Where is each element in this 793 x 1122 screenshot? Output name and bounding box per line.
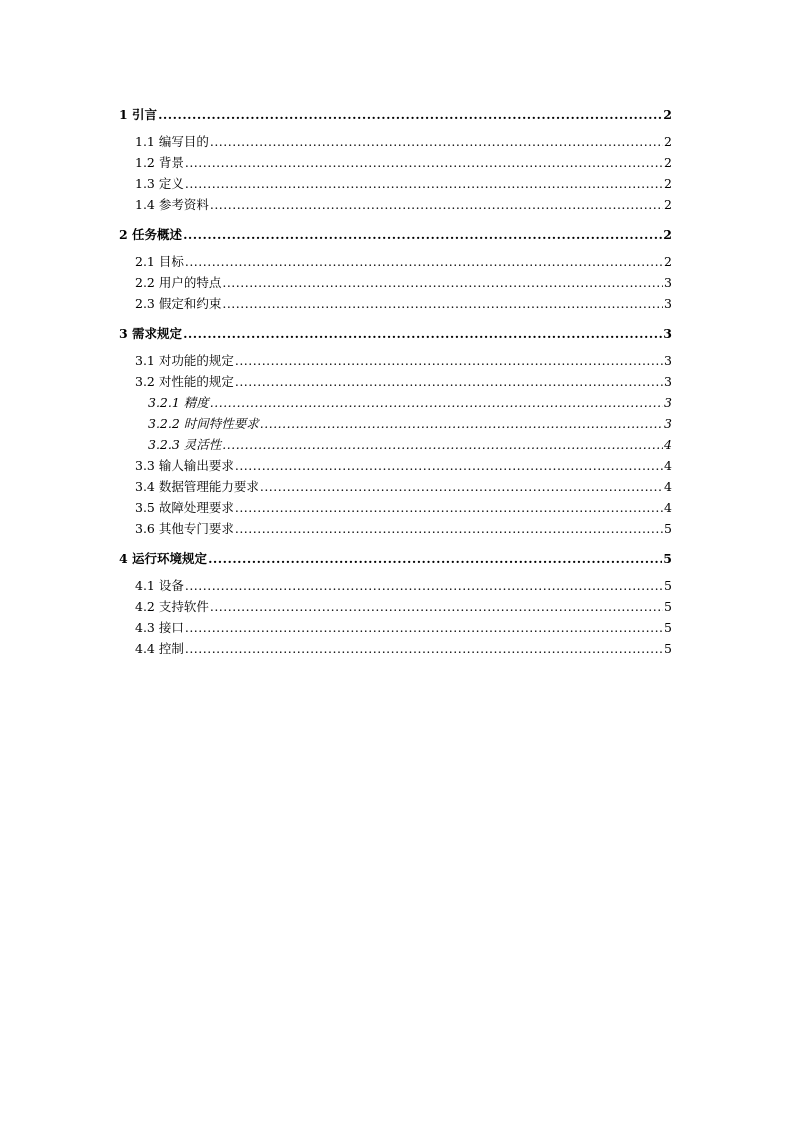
dot-leader (185, 253, 663, 271)
dot-leader (185, 175, 663, 193)
toc-entry-title: 3 需求规定 (119, 326, 183, 341)
dot-leader (210, 598, 663, 616)
toc-entry-title: 3.2 对性能的规定 (135, 374, 234, 389)
dot-leader (210, 196, 663, 214)
dot-leader (185, 640, 663, 658)
toc-page-number: 2 (664, 197, 672, 212)
dot-leader (222, 274, 663, 292)
dot-leader (210, 133, 663, 151)
dot-leader (235, 520, 663, 538)
toc-entry-title: 4.1 设备 (135, 578, 184, 593)
dot-leader (235, 457, 663, 475)
dot-leader (222, 295, 663, 313)
dot-leader (210, 394, 663, 412)
toc-page-number: 5 (664, 578, 672, 593)
toc-entry[interactable] (135, 499, 672, 517)
toc-entry[interactable] (119, 226, 672, 244)
toc-entry-title: 4.3 接口 (135, 620, 184, 635)
toc-entry[interactable] (148, 415, 672, 433)
dot-leader (235, 373, 663, 391)
toc-entry[interactable] (135, 175, 672, 193)
dot-leader (183, 325, 662, 343)
toc-page-number: 3 (664, 296, 672, 311)
dot-leader (260, 415, 663, 433)
toc-page-number: 3 (664, 353, 672, 368)
toc-page-number: 3 (664, 275, 672, 290)
toc-page-number: 2 (664, 176, 672, 191)
toc-entry[interactable] (135, 133, 672, 151)
dot-leader (235, 352, 663, 370)
dot-leader (185, 154, 663, 172)
toc-entry[interactable] (135, 478, 672, 496)
toc-page-number: 5 (664, 521, 672, 536)
toc-entry[interactable] (135, 640, 672, 658)
toc-page-number: 2 (664, 155, 672, 170)
toc-page-number: 4 (664, 479, 672, 494)
toc-page-number: 2 (664, 254, 672, 269)
toc-page-number: 2 (664, 134, 672, 149)
toc-entry-title: 2.1 目标 (135, 254, 184, 269)
toc-entry-title: 3.4 数据管理能力要求 (135, 479, 259, 494)
toc-entry-title: 4.4 控制 (135, 641, 184, 656)
toc-entry[interactable] (148, 436, 672, 454)
toc-entry-title: 1.4 参考资料 (135, 197, 209, 212)
dot-leader (185, 619, 663, 637)
toc-entry-title: 1 引言 (119, 107, 158, 122)
toc-entry[interactable] (135, 154, 672, 172)
dot-leader (185, 577, 663, 595)
toc-entry-title: 3.2.1 精度 (148, 395, 209, 410)
toc-page-number: 4 (664, 458, 672, 473)
toc-entry-title: 4 运行环境规定 (119, 551, 208, 566)
toc-entry-title: 3.2.3 灵活性 (148, 437, 222, 452)
toc-entry[interactable] (135, 373, 672, 391)
toc-entry-title: 3.3 输人输出要求 (135, 458, 234, 473)
toc-entry[interactable] (119, 106, 672, 124)
toc-entry[interactable] (148, 394, 672, 412)
toc-entry-title: 3.5 故障处理要求 (135, 500, 234, 515)
dot-leader (260, 478, 663, 496)
dot-leader (208, 550, 662, 568)
toc-page-number: 3 (664, 374, 672, 389)
toc-entry[interactable] (135, 253, 672, 271)
toc-entry[interactable] (119, 325, 672, 343)
toc-entry-title: 2.3 假定和约束 (135, 296, 222, 311)
toc-page-number: 5 (663, 551, 672, 566)
toc-entry[interactable] (135, 577, 672, 595)
toc-page-number: 5 (664, 620, 672, 635)
toc-entry[interactable] (135, 295, 672, 313)
toc-page-number: 5 (664, 641, 672, 656)
toc-page-number: 5 (664, 599, 672, 614)
toc-entry-title: 2.2 用户的特点 (135, 275, 222, 290)
dot-leader (222, 436, 663, 454)
toc-entry-title: 3.6 其他专门要求 (135, 521, 234, 536)
toc-entry[interactable] (135, 520, 672, 538)
toc-page-number: 3 (664, 395, 672, 410)
toc-page-number: 3 (663, 326, 672, 341)
dot-leader (235, 499, 663, 517)
toc-entry[interactable] (135, 598, 672, 616)
toc-entry[interactable] (135, 457, 672, 475)
toc-entry[interactable] (119, 550, 672, 568)
toc-entry-title: 1.3 定义 (135, 176, 184, 191)
toc-page-number: 2 (663, 107, 672, 122)
toc-entry[interactable] (135, 619, 672, 637)
dot-leader (158, 106, 662, 124)
toc-page-number: 4 (664, 437, 672, 452)
toc-entry-title: 3.1 对功能的规定 (135, 353, 234, 368)
toc-page-number: 3 (664, 416, 672, 431)
toc-page-number: 4 (664, 500, 672, 515)
toc-entry[interactable] (135, 352, 672, 370)
dot-leader (183, 226, 662, 244)
toc-entry-title: 2 任务概述 (119, 227, 183, 242)
toc-entry-title: 1.1 编写目的 (135, 134, 209, 149)
toc-entry-title: 1.2 背景 (135, 155, 184, 170)
toc-entry-title: 4.2 支持软件 (135, 599, 209, 614)
toc-entry[interactable] (135, 196, 672, 214)
toc-entry-title: 3.2.2 时间特性要求 (148, 416, 259, 431)
toc-entry[interactable] (135, 274, 672, 292)
toc-page-number: 2 (663, 227, 672, 242)
